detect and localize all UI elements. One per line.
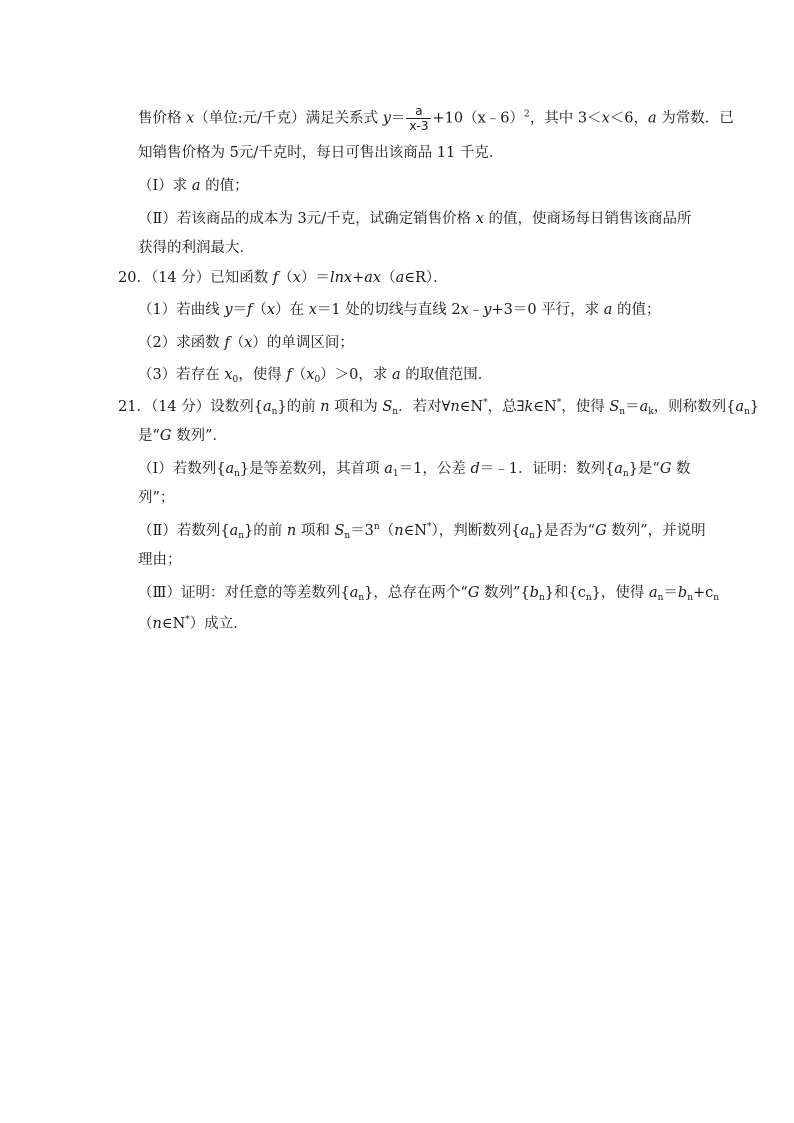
var-G: G (659, 461, 672, 477)
text: ，使得 (561, 399, 610, 415)
text: ）在 (275, 302, 309, 318)
text: ＝ (625, 399, 640, 415)
text: +c (693, 585, 714, 601)
text: 的值，使商场每日销售该商品所 (483, 211, 692, 227)
text: 数列”，并说明 (606, 523, 706, 539)
text: （Ⅱ）若该商品的成本为 3元/千克，试确定销售价格 (138, 211, 476, 227)
p20-heading (118, 268, 448, 288)
text: }和{c (544, 585, 586, 601)
var-n: n (152, 616, 162, 632)
exponent: n (373, 522, 380, 532)
p19-line-1 (138, 104, 734, 133)
subscript: n (529, 531, 535, 541)
subscript: 1 (392, 469, 399, 479)
var-f: f (224, 335, 230, 351)
subscript: n (238, 531, 245, 541)
text: } (749, 399, 760, 415)
text: ＜6， (609, 110, 648, 127)
superscript: * (426, 522, 432, 532)
text: ，则称数列{ (653, 399, 736, 415)
p19-part-2 (138, 209, 691, 229)
text: 21．（14 分）设数列{ (118, 399, 263, 415)
p19-line-2: 知销售价格为 5元/千克时，每日可售出该商品 11 千克． (138, 145, 504, 161)
text: （3）若存在 (138, 367, 225, 383)
var-a: a (395, 270, 405, 286)
subscript: n (713, 593, 720, 603)
exponent: 2 (523, 109, 530, 120)
text: }是否为“ (534, 523, 596, 539)
p21-part-3-cont (138, 614, 248, 634)
text: ﹣ (468, 302, 484, 318)
text: ＝1，公差 (398, 461, 471, 477)
text: ）的单调区间； (252, 335, 354, 351)
p19-part-1 (138, 176, 249, 196)
text: 是“ (138, 428, 160, 444)
subscript: n (392, 407, 399, 417)
text: ∈N (533, 399, 557, 415)
var-d: d (470, 461, 480, 477)
p21-heading-cont (138, 426, 227, 446)
text: ∈N (459, 399, 484, 415)
subscript: n (344, 531, 351, 541)
text: ．若对∀ (398, 399, 451, 415)
subscript: k (648, 407, 654, 417)
text: 数列”． (171, 428, 228, 444)
text: 的取值范围． (400, 367, 493, 383)
text: }，使得 (591, 585, 649, 601)
text: ，使得 (238, 367, 287, 383)
text: }的前 (244, 523, 287, 539)
text: ＝ (390, 110, 406, 127)
subscript: n (619, 407, 626, 417)
text: +3＝0 平行，求 (491, 302, 604, 318)
text: （Ⅱ）若数列{ (138, 523, 230, 539)
text: （ (381, 270, 396, 286)
var-S: S (382, 399, 393, 415)
ax: ax (364, 270, 382, 286)
var-n: n (450, 399, 460, 415)
var-y: y (382, 110, 391, 127)
var-a: a (603, 302, 613, 318)
text: }是“ (628, 461, 660, 477)
var-a: a (648, 585, 658, 601)
var-S: S (334, 523, 345, 539)
var-n: n (286, 523, 297, 539)
var-a: a (639, 399, 649, 415)
superscript: * (185, 615, 190, 625)
var-x: x (266, 302, 276, 318)
text: 的值； (200, 178, 249, 194)
text: }是等差数列，其首项 (239, 461, 385, 477)
var-x: x (475, 211, 484, 227)
subscript: n (687, 593, 694, 603)
var-n: n (394, 523, 404, 539)
var-x: x (306, 367, 315, 383)
text: ＝ (232, 302, 248, 318)
var-y: y (224, 302, 233, 318)
text: ∈N (403, 523, 427, 539)
var-f: f (272, 270, 279, 286)
var-x: x (186, 110, 195, 127)
var-a: a (520, 523, 530, 539)
var-x: x (460, 302, 469, 318)
var-y: y (483, 302, 492, 318)
var-x: x (292, 270, 301, 286)
text: 项和为 (329, 399, 383, 415)
text: （ (379, 523, 395, 539)
var-a: a (225, 461, 235, 477)
text: + (352, 270, 365, 286)
text: （1）若曲线 (138, 302, 225, 318)
text: ∈R）． (404, 270, 448, 286)
p21-heading (118, 397, 759, 417)
var-x: x (224, 367, 233, 383)
subscript: n (744, 407, 750, 417)
subscript: n (234, 469, 240, 479)
p19-part-2-cont: 获得的利润最大． (138, 240, 254, 256)
text: 数 (671, 461, 691, 477)
var-f: f (247, 302, 253, 318)
fraction-denominator: x-3 (409, 119, 429, 133)
var-G: G (595, 523, 607, 539)
p21-part-2 (138, 521, 706, 541)
text: （ (291, 367, 307, 383)
subscript: n (271, 407, 278, 417)
text: （Ⅰ）若数列{ (138, 461, 226, 477)
var-b: b (677, 585, 688, 601)
subscript: n (622, 469, 629, 479)
p21-part-1-cont: 列”； (138, 490, 175, 506)
text: 为常数．已 (656, 110, 734, 127)
text: 20．（14 分）已知函数 (118, 270, 273, 286)
text: ）＝ (300, 270, 330, 286)
text: （ (252, 302, 267, 318)
subscript: 0 (314, 375, 321, 385)
var-a: a (392, 367, 401, 383)
text: ＝ (663, 585, 678, 601)
text: }的前 (277, 399, 321, 415)
var-x: x (308, 302, 317, 318)
text: ∈N (161, 616, 186, 632)
text: ＝1 处的切线与直线 2 (316, 302, 461, 318)
text: ，其中 3＜ (529, 110, 602, 127)
var-a: a (384, 461, 393, 477)
p20-part-2 (138, 333, 354, 353)
var-f: f (286, 367, 292, 383)
var-a: a (735, 399, 745, 415)
var-k: k (524, 399, 534, 415)
p20-part-1 (138, 300, 661, 320)
var-a: a (349, 585, 359, 601)
subscript: n (358, 593, 365, 603)
var-a: a (229, 523, 239, 539)
var-a: a (614, 461, 623, 477)
text: （ (278, 270, 293, 286)
text: （Ⅲ）证明：对任意的等差数列{ (138, 585, 350, 601)
text: 项和 (296, 523, 335, 539)
text: 数列”{ (479, 585, 530, 601)
lnx: lnx (329, 270, 353, 286)
text: ，总∃ (487, 399, 525, 415)
text: 售价格 (138, 110, 187, 127)
subscript: 0 (232, 375, 239, 385)
var-G: G (467, 585, 480, 601)
text: 的值； (612, 302, 661, 318)
p21-part-2-cont: 理由； (138, 552, 182, 568)
p21-part-1 (138, 459, 691, 479)
var-a: a (647, 110, 657, 127)
p21-part-3 (138, 583, 719, 603)
var-b: b (529, 585, 539, 601)
text: （Ⅰ）求 (138, 178, 192, 194)
text: （ (229, 335, 245, 351)
text: （2）求函数 (138, 335, 225, 351)
text: }，总存在两个“ (364, 585, 468, 601)
text: ＝3 (350, 523, 374, 539)
var-S: S (609, 399, 620, 415)
text: （单位:元/千克）满足关系式 (194, 110, 383, 127)
text: ＝﹣1．证明：数列{ (479, 461, 615, 477)
text: +10（x﹣6） (432, 110, 524, 127)
text: ）成立． (189, 616, 248, 632)
superscript: * (483, 398, 488, 408)
fraction-numerator: a (406, 104, 431, 119)
p20-part-3 (138, 365, 492, 385)
var-a: a (263, 399, 272, 415)
var-x: x (601, 110, 610, 127)
var-a: a (191, 178, 201, 194)
var-G: G (159, 428, 172, 444)
text: ）＞0，求 (320, 367, 393, 383)
subscript: n (538, 593, 545, 603)
text: （ (138, 616, 153, 632)
text: ），判断数列{ (431, 523, 521, 539)
subscript: n (585, 593, 592, 603)
fraction (406, 104, 431, 133)
subscript: n (657, 593, 664, 603)
var-x: x (244, 335, 253, 351)
var-n: n (320, 399, 330, 415)
superscript: * (556, 398, 562, 408)
